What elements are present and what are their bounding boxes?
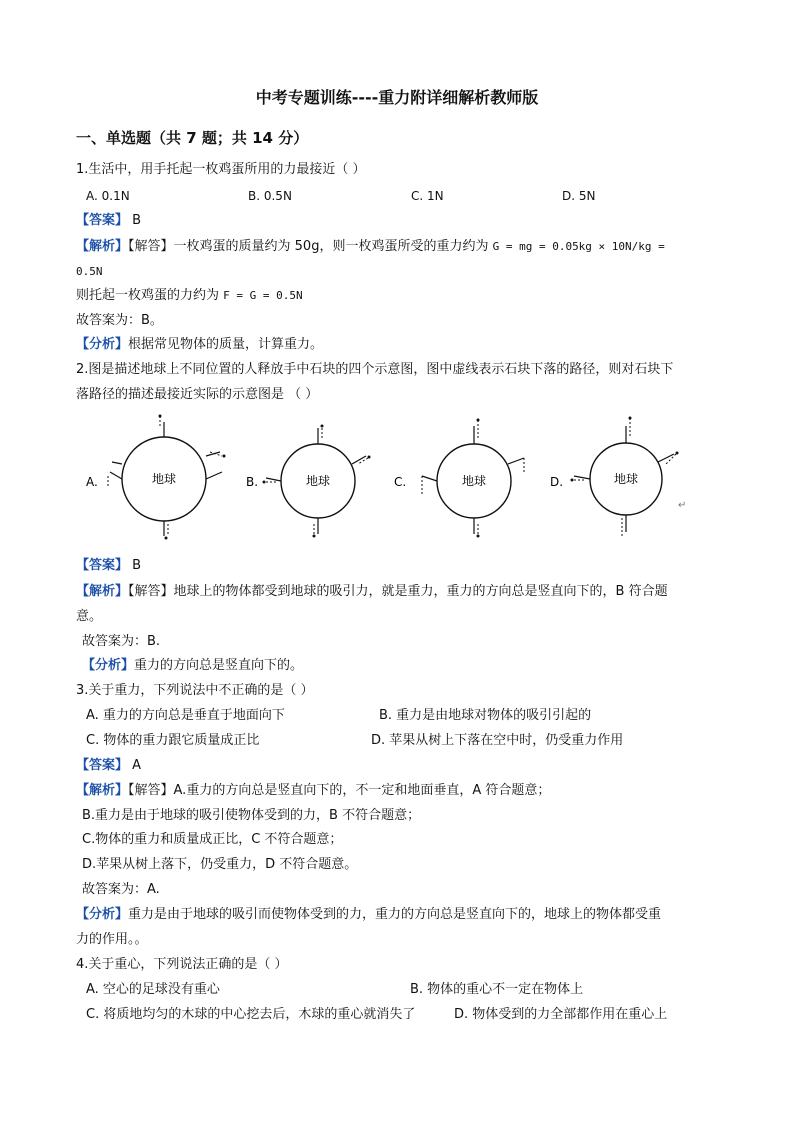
q3-option-d: D. 苹果从树上下落在空中时，仍受重力作用 xyxy=(371,733,624,748)
earth-label: 地球 xyxy=(151,472,177,486)
figure-d xyxy=(550,417,686,537)
q3-analysis-line4: D.苹果从树上落下，仍受重力，D 不符合题意。 xyxy=(82,857,358,872)
analysis-tag: 【解析】 xyxy=(76,584,129,599)
q1-stem: 1.生活中，用手托起一枚鸡蛋所用的力最接近（ ） xyxy=(76,162,366,177)
figure-label-c: C. xyxy=(394,475,407,489)
q3-analysis-line2: B.重力是由于地球的吸引使物体受到的力，B 不符合题意； xyxy=(82,808,421,823)
q4-option-d: D. 物体受到的力全部都作用在重心上 xyxy=(454,1007,668,1022)
line-text: 则托起一枚鸡蛋的力约为 xyxy=(76,288,220,303)
q4-option-a: A. 空心的足球没有重心 xyxy=(86,982,220,997)
figure-b xyxy=(246,425,371,538)
fenxi-tag: 【分析】 xyxy=(82,658,135,673)
q2-answer xyxy=(76,556,141,576)
q2-analysis-line2: 意。 xyxy=(76,609,103,624)
analysis-tag: 【解析】 xyxy=(76,239,129,254)
answer-tag: 【答案】 xyxy=(76,213,129,228)
q1-option-c: C. 1N xyxy=(411,189,444,203)
q3-stem: 3.关于重力，下列说法中不正确的是（ ） xyxy=(76,683,314,698)
answer-value: B xyxy=(132,213,142,228)
answer-value: B xyxy=(132,558,142,573)
q3-option-a: A. 重力的方向总是垂直于地面向下 xyxy=(86,708,285,723)
fenxi-text: 重力的方向总是竖直向下的。 xyxy=(134,658,304,673)
q1-option-d: D. 5N xyxy=(562,189,596,203)
q1-analysis xyxy=(76,237,665,257)
q3-option-c: C. 物体的重力跟它质量成正比 xyxy=(86,733,260,748)
q3-analysis-line3: C.物体的重力和质量成正比，C 不符合题意； xyxy=(82,832,343,847)
q1-option-a: A. 0.1N xyxy=(86,189,130,203)
analysis-text: 【解答】一枚鸡蛋的质量约为 50g，则一枚鸡蛋所受的重力约为 xyxy=(128,239,489,254)
q3-option-b: B. 重力是由地球对物体的吸引引起的 xyxy=(379,708,592,723)
formula: G = mg = 0.05kg × 10N/kg = xyxy=(492,240,665,253)
q3-answer xyxy=(76,756,141,776)
fenxi-tag: 【分析】 xyxy=(76,907,129,922)
figure-label-d: D. xyxy=(550,475,564,489)
q2-conclusion: 故答案为：B. xyxy=(82,634,161,649)
figure-c xyxy=(394,419,524,538)
q4-stem: 4.关于重心，下列说法正确的是（ ） xyxy=(76,957,288,972)
q3-fenxi-line1 xyxy=(76,905,661,925)
formula-continued: 0.5N xyxy=(76,265,103,278)
q2-figure xyxy=(80,412,720,548)
q1-option-b: B. 0.5N xyxy=(248,189,292,203)
q2-analysis-line1 xyxy=(76,582,668,602)
q2-stem-line2: 落路径的描述最接近实际的示意图是 （ ） xyxy=(76,387,319,402)
analysis-text: 【解答】A.重力的方向总是竖直向下的，不一定和地面垂直，A 符合题意； xyxy=(128,783,551,798)
q1-line2 xyxy=(76,286,303,306)
q3-conclusion: 故答案为：A. xyxy=(82,882,160,897)
formula: F = G = 0.5N xyxy=(223,289,303,302)
figure-a xyxy=(86,415,226,540)
q4-option-c: C. 将质地均匀的木球的中心挖去后，木球的重心就消失了 xyxy=(86,1007,416,1022)
answer-tag: 【答案】 xyxy=(76,558,129,573)
fenxi-text: 根据常见物体的质量，计算重力。 xyxy=(128,337,324,352)
q2-stem-line1: 2.图是描述地球上不同位置的人释放手中石块的四个示意图，图中虚线表示石块下落的路径，则对石块下 xyxy=(76,362,674,377)
analysis-text: 【解答】地球上的物体都受到地球的吸引力，就是重力，重力的方向总是竖直向下的，B 符合题 xyxy=(128,584,668,599)
q4-option-b: B. 物体的重心不一定在物体上 xyxy=(410,982,584,997)
earth-label: 地球 xyxy=(613,472,639,486)
fenxi-tag: 【分析】 xyxy=(76,337,129,352)
return-mark: ↵ xyxy=(678,500,687,511)
q1-fenxi xyxy=(76,335,323,355)
analysis-tag: 【解析】 xyxy=(76,783,129,798)
q2-fenxi xyxy=(82,656,303,676)
section-heading: 一、单选题（共 7 题；共 14 分） xyxy=(76,129,309,147)
q3-fenxi-line2: 力的作用。。 xyxy=(76,932,148,947)
q1-conclusion: 故答案为：B。 xyxy=(76,313,163,328)
q3-analysis-line1 xyxy=(76,781,550,801)
fenxi-text: 重力是由于地球的吸引而使物体受到的力，重力的方向总是竖直向下的，地球上的物体都受重 xyxy=(128,907,662,922)
answer-tag: 【答案】 xyxy=(76,758,129,773)
figure-label-a: A. xyxy=(86,475,98,489)
earth-label: 地球 xyxy=(461,474,487,488)
answer-value: A xyxy=(132,758,142,773)
figure-label-b: B. xyxy=(246,475,259,489)
page-title: 中考专题训练----重力附详细解析教师版 xyxy=(255,88,539,107)
q1-answer xyxy=(76,211,141,231)
earth-label: 地球 xyxy=(305,474,331,488)
